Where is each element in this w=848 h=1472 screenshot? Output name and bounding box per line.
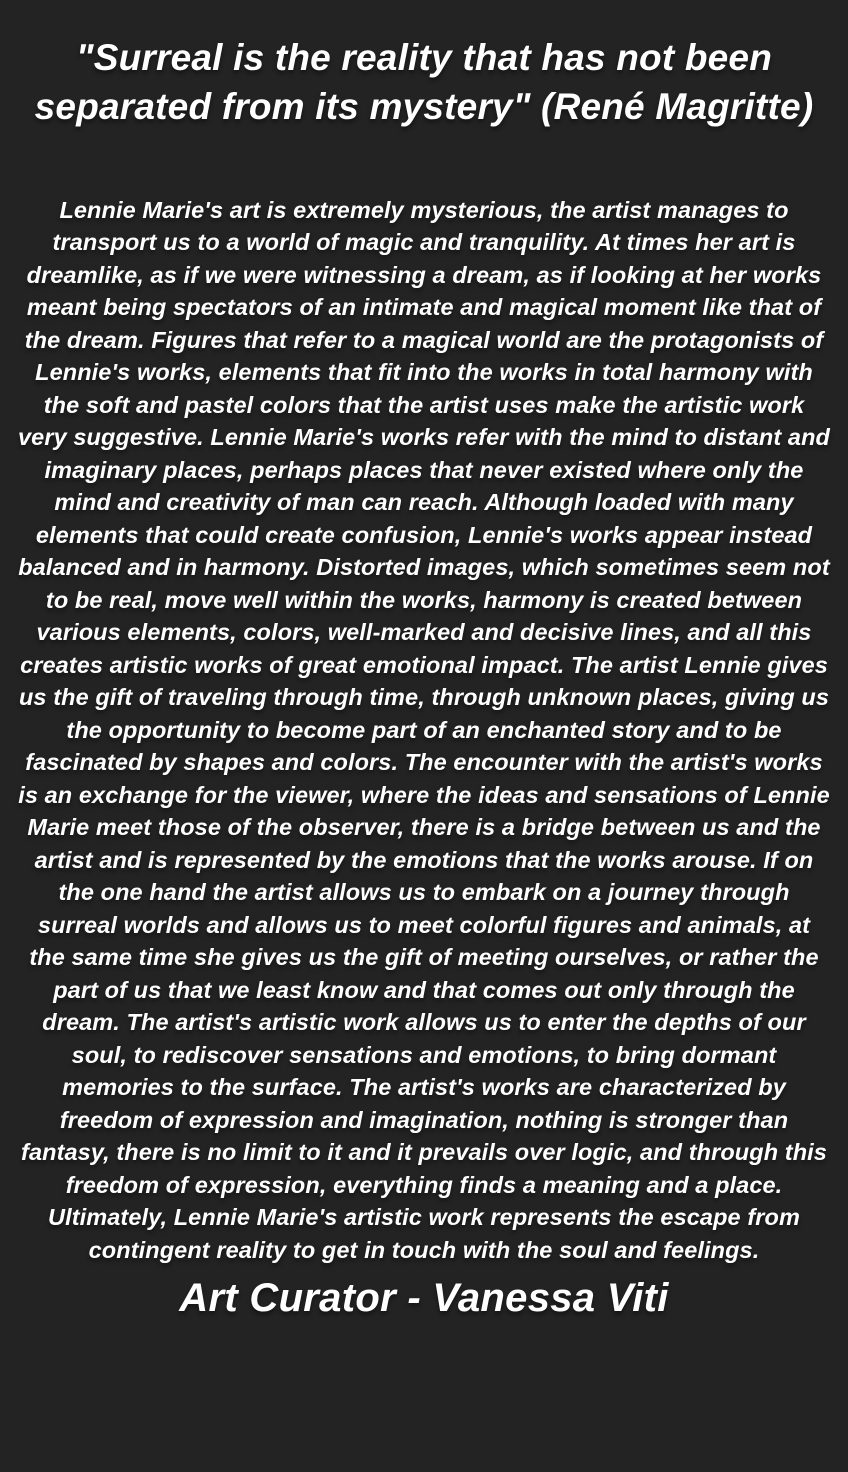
curator-signature: Art Curator - Vanessa Viti	[179, 1276, 669, 1321]
quote-title: "Surreal is the reality that has not been separated from its mystery" (René Magritte)	[34, 37, 814, 127]
curator-statement: Lennie Marie's art is extremely mysterious, the artist manages to transport us to a world of magic and tranquility. At times her art is dreamlike, as if we were witnessing a dream, as if looking at her works meant being spectators of an intimate and magical moment like that of the dream. Figures that refer to a magical world are the protagonists of Lennie's works, elements that fit into the works in total harmony with the soft and pastel colors that the artist uses make the artistic work very suggestive. Lennie Marie's works refer with the mind to distant and imaginary places, perhaps places that never existed where only the mind and creativity of man can reach. Although loaded with many elements that could create confusion, Lennie's works appear instead balanced and in harmony. Distorted images, which sometimes seem not to be real, move well within the works, harmony is created between various elements, colors, well-marked and decisive lines, and all this creates artistic works of great emotional impact. The artist Lennie gives us the gift of traveling through time, through unknown places, giving us the opportunity to become part of an enchanted story and to be fascinated by shapes and colors. The encounter with the artist's works is an exchange for the viewer, where the ideas and sensations of Lennie Marie meet those of the observer, there is a bridge between us and the artist and is represented by the emotions that the works arouse. If on the one hand the artist allows us to embark on a journey through surreal worlds and allows us to meet colorful figures and animals, at the same time she gives us the gift of meeting ourselves, or rather the part of us that we least know and that comes out only through the dream. The artist's artistic work allows us to enter the depths of our soul, to rediscover sensations and emotions, to bring dormant memories to the surface. The artist's works are characterized by freedom of expression and imagination, nothing is stronger than fantasy, there is no limit to it and it prevails over logic, and through this freedom of expression, everything finds a meaning and a place. Ultimately, Lennie Marie's artistic work represents the escape from contingent reality to get in touch with the soul and feelings.	[18, 196, 830, 1263]
